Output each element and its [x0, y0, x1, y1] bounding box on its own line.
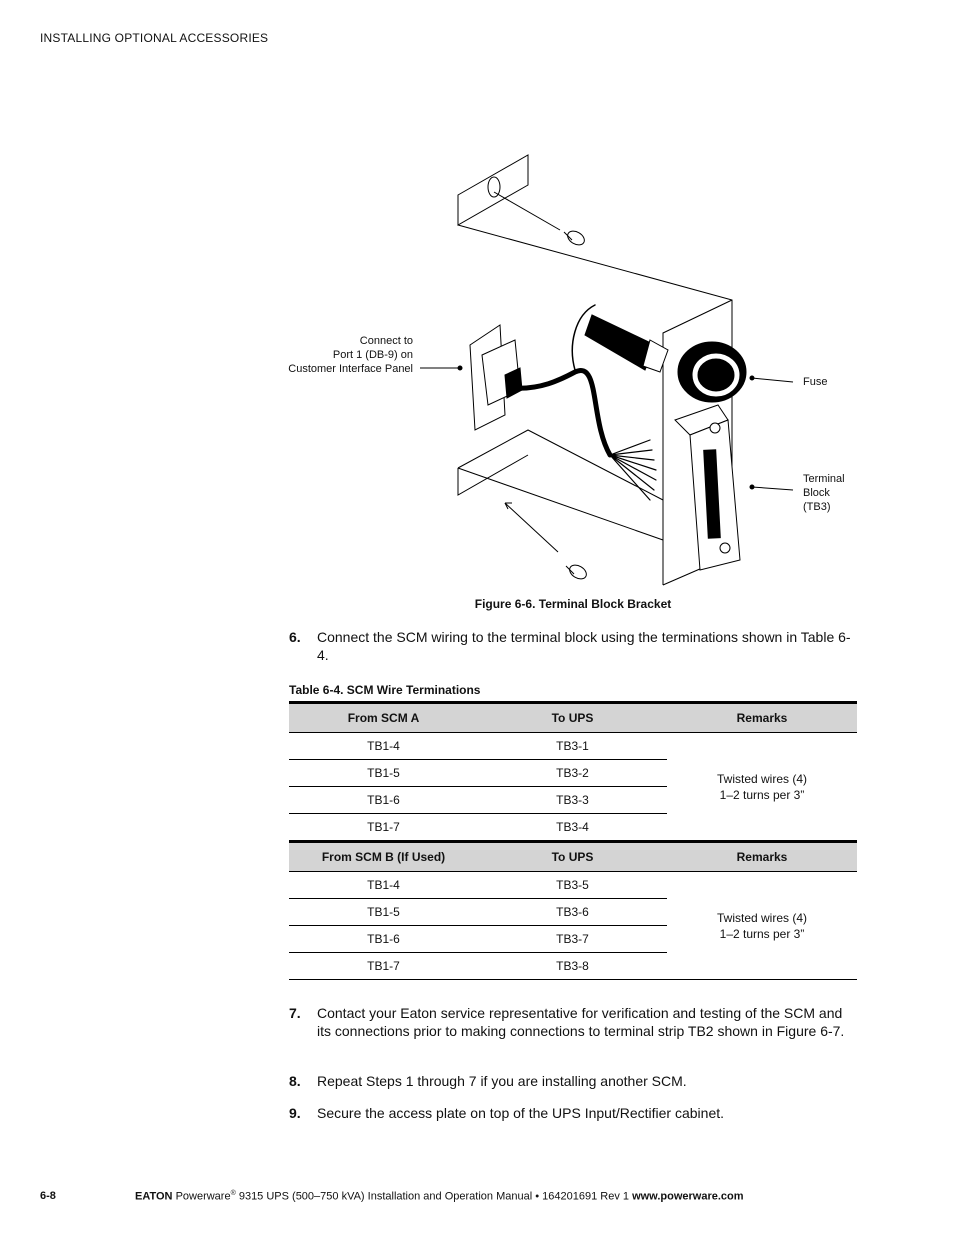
step-7	[289, 1004, 857, 1040]
step-number: 8.	[289, 1073, 301, 1089]
step-text: Secure the access plate on top of the UPS Input/Rectifier cabinet.	[317, 1105, 725, 1121]
step-8	[289, 1072, 857, 1090]
table-caption: Table 6-4. SCM Wire Terminations	[289, 683, 481, 697]
remark-line1: Twisted wires (4)	[716, 771, 808, 786]
column-header: From SCM B (If Used)	[289, 842, 478, 872]
footer-doc-info	[135, 1190, 744, 1203]
footer-bullet: •	[535, 1190, 540, 1203]
table-cell: TB3-8	[478, 953, 667, 980]
figure-caption: Figure 6-6. Terminal Block Bracket	[474, 597, 672, 611]
table-cell: TB3-1	[478, 733, 667, 760]
step-text: Contact your Eaton service representative for verification and testing of the SCM and its connections prior to making connections to terminal strip TB2 shown in Figure 6-7.	[317, 1005, 845, 1039]
terminal-label-line1: Terminal	[803, 473, 845, 485]
table-header-row	[289, 703, 857, 733]
terminal-label-line3: (TB3)	[803, 501, 831, 513]
footer-doc-rev: 164201691 Rev 1	[542, 1190, 629, 1203]
table-cell: TB1-4	[289, 872, 478, 899]
db9-connector	[470, 325, 522, 430]
fuse-label: Fuse	[803, 376, 828, 388]
footer-product: Powerware	[175, 1190, 231, 1203]
terminal-block-label	[803, 472, 845, 514]
step-number: 7.	[289, 1005, 301, 1021]
remarks-cell	[667, 733, 857, 842]
table-row	[289, 733, 857, 760]
table-header-row	[289, 842, 857, 872]
page-header: INSTALLING OPTIONAL ACCESSORIES	[40, 31, 269, 45]
footer-reg: ®	[230, 1190, 236, 1197]
connect-label-line3: Customer Interface Panel	[288, 363, 413, 375]
remark-line1: Twisted wires (4)	[716, 910, 808, 925]
table-cell: TB3-2	[478, 760, 667, 787]
step-number: 6.	[289, 629, 301, 645]
column-header: Remarks	[667, 703, 857, 733]
page-number: 6-8	[40, 1190, 56, 1202]
step-9	[289, 1104, 857, 1122]
table-cell: TB1-5	[289, 760, 478, 787]
footer-url: www.powerware.com	[632, 1190, 744, 1203]
table-cell: TB3-5	[478, 872, 667, 899]
step-6	[289, 628, 857, 664]
connect-label-line2: Port 1 (DB-9) on	[332, 349, 413, 361]
table-row	[289, 872, 857, 899]
remark-line2: 1–2 turns per 3”	[719, 787, 805, 802]
table-cell: TB1-4	[289, 733, 478, 760]
table-cell: TB1-6	[289, 926, 478, 953]
table-cell: TB3-6	[478, 899, 667, 926]
table-cell: TB1-7	[289, 814, 478, 842]
table-cell: TB1-5	[289, 899, 478, 926]
scm-wire-terminations-table	[289, 701, 857, 980]
step-text: Repeat Steps 1 through 7 if you are installing another SCM.	[317, 1073, 687, 1089]
connect-label-line1: Connect to	[359, 335, 413, 347]
column-header: To UPS	[478, 842, 667, 872]
column-header: To UPS	[478, 703, 667, 733]
bracket-top-plate	[458, 155, 528, 225]
table-cell: TB3-3	[478, 787, 667, 814]
column-header: From SCM A	[289, 703, 478, 733]
table-cell: TB3-4	[478, 814, 667, 842]
step-number: 9.	[289, 1105, 301, 1121]
table-cell: TB1-7	[289, 953, 478, 980]
column-header: Remarks	[667, 842, 857, 872]
table-cell: TB1-6	[289, 787, 478, 814]
step-text: Connect the SCM wiring to the terminal block using the terminations shown in Table 6-4.	[317, 629, 851, 663]
footer-manual: 9315 UPS (500–750 kVA) Installation and Operation Manual	[238, 1190, 533, 1203]
footer-brand: EATON	[135, 1190, 173, 1203]
remark-line2: 1–2 turns per 3”	[719, 926, 805, 941]
remarks-cell	[667, 872, 857, 980]
terminal-label-line2: Block	[803, 487, 830, 499]
connect-label	[285, 334, 413, 376]
table-cell: TB3-7	[478, 926, 667, 953]
